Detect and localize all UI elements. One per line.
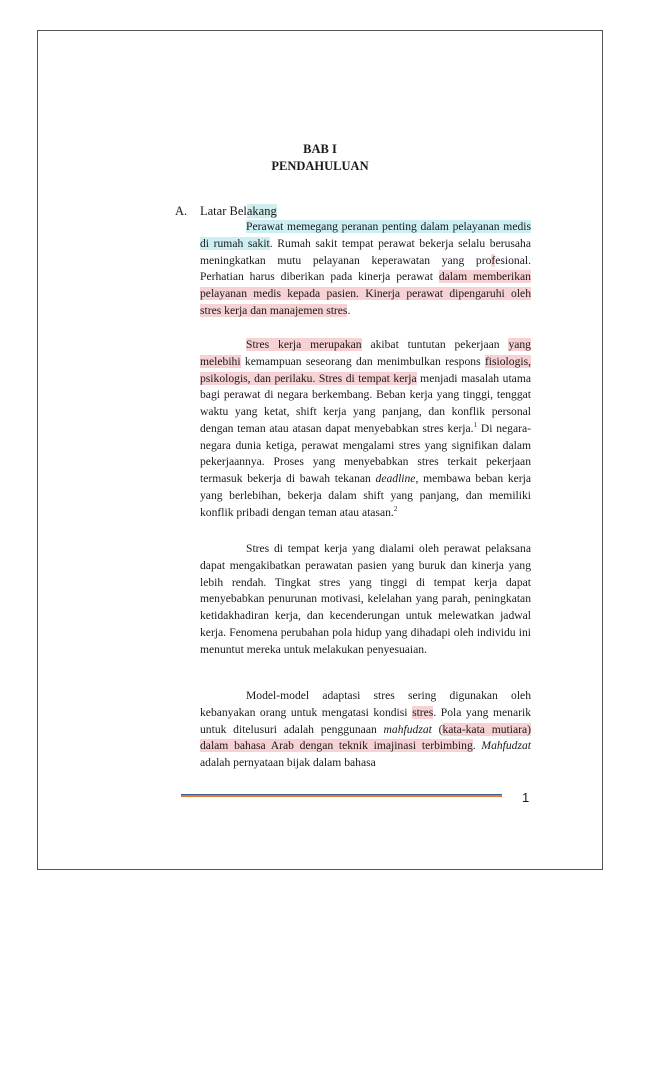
footnote-ref-2: 2 (393, 504, 398, 513)
p4-text-1: Model-model adaptasi stres sering digunakan oleh kebanyakan orang untuk mengatasi kondisi (200, 689, 531, 719)
p4-text-3: ( (431, 722, 443, 736)
p4-text-2: . Pola yang menarik untuk ditelusuri adalah penggunaan (200, 705, 532, 736)
section-title-part2: akang (246, 204, 277, 218)
paragraph-1 (200, 219, 531, 320)
p2-highlight-red-3: fisiologis, psikologis, dan perilaku. Stres di tempat kerja (200, 354, 531, 385)
chapter-subtitle: PENDAHULUAN (271, 159, 369, 173)
p2-text-1: akibat tuntutan pekerjaan (361, 338, 509, 351)
p4-text-4: . (472, 739, 482, 753)
p1-highlight-red-1: f (491, 253, 496, 267)
p1-highlight-blue-1: Perawat memegang peranan penting dalam pelayanan medis di (200, 220, 531, 250)
p1-highlight-blue-2: rumah sakit (213, 236, 270, 250)
p4-highlight-red-2: kata-kata mutiara) dalam bahasa Arab dengan teknik imajinasi terbimbing (200, 722, 531, 753)
p1-text-1: . Rumah sakit tempat perawat bekerja selalu berusaha meningkatkan mutu pelayanan keperawatan yang pro (200, 236, 531, 267)
section-letter: A. (175, 204, 188, 218)
p1-text-2: esional. Perhatian harus diberikan pada kinerja perawat (200, 253, 531, 284)
p4-highlight-red-1: stres (412, 705, 434, 719)
paragraph-3: Stres di tempat kerja yang dialami oleh perawat pelaksana dapat mengakibatkan perawatan pasien yang buruk dan kinerja yang lebih rendah. Tingkat stres yang tinggi di tempat kerja dapat menyebabkan penurunan motivasi, kelelahan yang parah, peningkatan ketidakhadiran kerja, dan kecenderungan untuk melewatkan jadwal kerja. Fenomena perubahan pola hidup yang dihadapi oleh individu ini menuntut mereka untuk melakukan penyesuaian. (200, 542, 531, 656)
footer-divider (181, 794, 502, 797)
p2-text-5: , membawa beban kerja yang berlebihan, bekerja dalam shift yang panjang, dan memiliki konflik pribadi dengan teman atau atasan. (200, 472, 531, 519)
p1-text-3: . (347, 303, 351, 317)
section-heading (175, 203, 277, 219)
chapter-title: BAB I (303, 142, 337, 156)
p2-text-4: Di negara-negara dunia ketiga, perawat mengalami stres yang signifikan dalam pekerjaannya. Proses yang menyebabkan stres terkait pekerjaan termasuk bekerja di bawah tekanan (200, 421, 531, 485)
paragraph-4 (200, 688, 531, 772)
p2-highlight-red-2: yang melebihi (200, 338, 531, 368)
page-number: 1 (522, 790, 530, 805)
p2-italic-deadline: deadline (375, 472, 416, 485)
p2-highlight-red-1: Stres kerja merupakan (246, 338, 362, 351)
section-title-part1: Latar Bel (200, 204, 247, 218)
document-page (37, 30, 603, 870)
footnote-ref-1: 1 (473, 420, 478, 429)
paragraph-2 (200, 337, 531, 521)
p4-text-5: adalah pernyataan bijak dalam bahasa (200, 756, 376, 769)
p2-text-3: menjadi masalah utama bagi perawat di negara berkembang. Beban kerja yang tinggi, tenggat waktu yang ketat, shift kerja yang panjang, dan konflik personal dengan teman atau atasan dapat menyebabkan stres kerja. (200, 371, 531, 435)
p4-italic-mahfudzat-2: Mahfudzat (481, 739, 532, 753)
p4-italic-mahfudzat-1: mahfudzat (383, 722, 432, 736)
p1-highlight-red-2: dalam memberikan pelayanan medis kepada pasien. Kinerja perawat dipengaruhi oleh stres kerja dan manajemen stres (200, 270, 531, 317)
p2-text-2: kemampuan seseorang dan menimbulkan respons (240, 354, 485, 368)
